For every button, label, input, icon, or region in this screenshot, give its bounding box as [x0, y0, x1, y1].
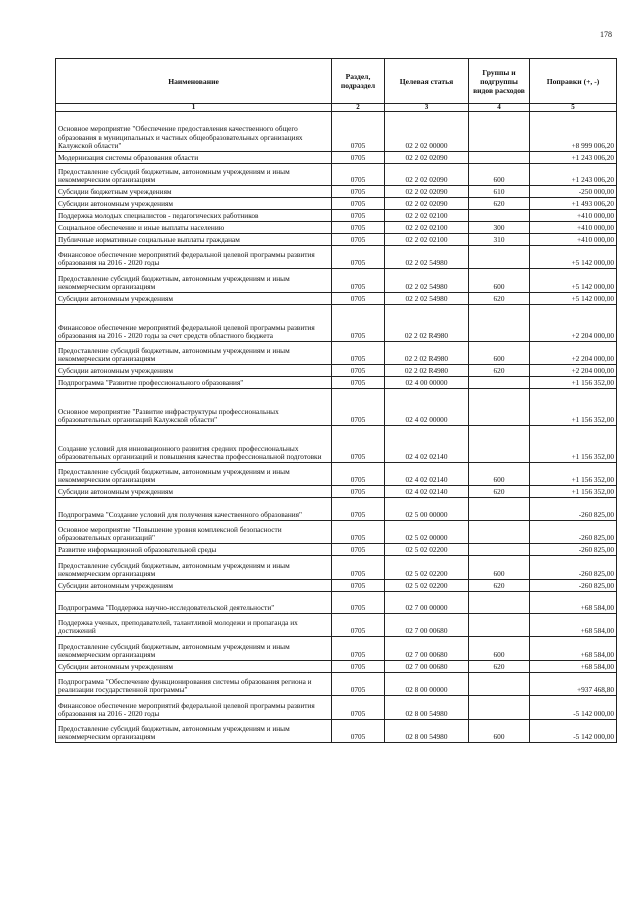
table-row [56, 112, 617, 152]
row-name: Субсидии автономным учреждениям [56, 661, 332, 673]
row-amount: +937 468,80 [530, 673, 617, 696]
row-amount: +68 584,00 [530, 592, 617, 614]
row-section: 0705 [332, 305, 385, 342]
table-row [56, 580, 617, 592]
row-target: 02 2 02 54980 [385, 269, 469, 293]
row-name: Развитие информационной образовательной среды [56, 544, 332, 556]
table-row [56, 234, 617, 246]
row-section: 0705 [332, 498, 385, 521]
row-name: Финансовое обеспечение мероприятий федеральной целевой программы развития образования на 2016 - 2020 годы [56, 246, 332, 269]
column-number: 5 [530, 104, 617, 112]
table-body [56, 112, 617, 743]
row-amount: +5 142 000,00 [530, 246, 617, 269]
row-amount: -5 142 000,00 [530, 696, 617, 720]
row-amount: +410 000,00 [530, 234, 617, 246]
row-section: 0705 [332, 342, 385, 365]
table-row [56, 426, 617, 463]
row-amount: +5 142 000,00 [530, 269, 617, 293]
row-amount: +2 204 000,00 [530, 365, 617, 377]
row-group: 620 [469, 293, 530, 305]
row-target: 02 2 02 02090 [385, 164, 469, 186]
row-name: Предоставление субсидий бюджетным, автономным учреждениям и иным некоммерческим организациям [56, 342, 332, 365]
table-row [56, 305, 617, 342]
page-number: 178 [600, 30, 612, 39]
row-amount: -5 142 000,00 [530, 720, 617, 743]
row-target: 02 8 00 54980 [385, 720, 469, 743]
row-name: Предоставление субсидий бюджетным, автономным учреждениям и иным некоммерческим организациям [56, 164, 332, 186]
row-group: 620 [469, 198, 530, 210]
row-amount: +8 999 006,20 [530, 112, 617, 152]
table-row [56, 152, 617, 164]
row-section: 0705 [332, 592, 385, 614]
row-name: Поддержка ученых, преподавателей, талантливой молодежи и пропаганда их достижений [56, 614, 332, 637]
row-target: 02 4 02 02140 [385, 486, 469, 498]
row-group: 600 [469, 164, 530, 186]
table-row [56, 720, 617, 743]
row-amount: -260 825,00 [530, 498, 617, 521]
table-row [56, 246, 617, 269]
row-section: 0705 [332, 720, 385, 743]
row-target: 02 2 02 02100 [385, 234, 469, 246]
row-amount: -260 825,00 [530, 544, 617, 556]
row-target: 02 4 02 02140 [385, 463, 469, 486]
row-section: 0705 [332, 365, 385, 377]
row-group [469, 673, 530, 696]
row-section: 0705 [332, 556, 385, 580]
column-number: 4 [469, 104, 530, 112]
row-name: Предоставление субсидий бюджетным, автономным учреждениям и иным некоммерческим организациям [56, 556, 332, 580]
column-number: 3 [385, 104, 469, 112]
row-target: 02 2 02 R4980 [385, 342, 469, 365]
row-amount: +1 156 352,00 [530, 486, 617, 498]
row-amount: +68 584,00 [530, 661, 617, 673]
row-name: Основное мероприятие "Повышение уровня комплексной безопасности образовательных организаций" [56, 521, 332, 544]
row-group [469, 210, 530, 222]
row-group [469, 696, 530, 720]
row-section: 0705 [332, 269, 385, 293]
column-number: 1 [56, 104, 332, 112]
table-row [56, 389, 617, 426]
row-group: 610 [469, 186, 530, 198]
row-section: 0705 [332, 696, 385, 720]
row-group [469, 426, 530, 463]
header-name: Наименование [56, 59, 332, 104]
row-section: 0705 [332, 486, 385, 498]
row-target: 02 2 02 02090 [385, 198, 469, 210]
row-group: 600 [469, 269, 530, 293]
row-amount: +1 156 352,00 [530, 426, 617, 463]
row-amount: -260 825,00 [530, 521, 617, 544]
row-name: Публичные нормативные социальные выплаты гражданам [56, 234, 332, 246]
row-group [469, 592, 530, 614]
row-target: 02 2 02 R4980 [385, 365, 469, 377]
row-group: 300 [469, 222, 530, 234]
row-name: Субсидии автономным учреждениям [56, 293, 332, 305]
row-group: 600 [469, 463, 530, 486]
header-target: Целевая статья [385, 59, 469, 104]
row-group: 600 [469, 556, 530, 580]
row-section: 0705 [332, 521, 385, 544]
table-row [56, 210, 617, 222]
row-target: 02 5 02 00000 [385, 521, 469, 544]
row-section: 0705 [332, 210, 385, 222]
table-row [56, 293, 617, 305]
row-target: 02 7 00 00680 [385, 614, 469, 637]
row-amount: +5 142 000,00 [530, 293, 617, 305]
row-group [469, 305, 530, 342]
row-group: 600 [469, 720, 530, 743]
row-section: 0705 [332, 661, 385, 673]
row-section: 0705 [332, 152, 385, 164]
row-section: 0705 [332, 463, 385, 486]
row-target: 02 2 02 02090 [385, 186, 469, 198]
row-section: 0705 [332, 234, 385, 246]
row-section: 0705 [332, 673, 385, 696]
table-row [56, 521, 617, 544]
row-section: 0705 [332, 389, 385, 426]
row-amount: +1 156 352,00 [530, 377, 617, 389]
row-group [469, 112, 530, 152]
table-row [56, 673, 617, 696]
row-name: Субсидии автономным учреждениям [56, 198, 332, 210]
row-section: 0705 [332, 164, 385, 186]
row-section: 0705 [332, 614, 385, 637]
row-group [469, 246, 530, 269]
row-name: Финансовое обеспечение мероприятий федеральной целевой программы развития образования на 2016 - 2020 годы [56, 696, 332, 720]
row-target: 02 7 00 00000 [385, 592, 469, 614]
row-section: 0705 [332, 580, 385, 592]
table-row [56, 463, 617, 486]
row-amount: -260 825,00 [530, 556, 617, 580]
row-target: 02 8 00 00000 [385, 673, 469, 696]
row-name: Субсидии автономным учреждениям [56, 580, 332, 592]
row-name: Субсидии автономным учреждениям [56, 486, 332, 498]
row-amount: +1 156 352,00 [530, 389, 617, 426]
row-target: 02 5 02 02200 [385, 544, 469, 556]
column-number-row [56, 104, 617, 112]
table-row [56, 486, 617, 498]
row-section: 0705 [332, 293, 385, 305]
table-row [56, 614, 617, 637]
row-amount: +410 000,00 [530, 210, 617, 222]
row-target: 02 4 02 00000 [385, 389, 469, 426]
row-group [469, 521, 530, 544]
row-section: 0705 [332, 426, 385, 463]
table-row [56, 198, 617, 210]
row-name: Подпрограмма "Развитие профессионального образования" [56, 377, 332, 389]
row-name: Подпрограмма "Обеспечение функционирования системы образования региона и реализации государственной программы" [56, 673, 332, 696]
row-target: 02 2 02 02100 [385, 222, 469, 234]
row-target: 02 8 00 54980 [385, 696, 469, 720]
row-name: Финансовое обеспечение мероприятий федеральной целевой программы развития образования на 2016 - 2020 годы за счет средств областного бюджета [56, 305, 332, 342]
table-row [56, 164, 617, 186]
row-name: Социальное обеспечение и иные выплаты населению [56, 222, 332, 234]
row-name: Предоставление субсидий бюджетным, автономным учреждениям и иным некоммерческим организациям [56, 720, 332, 743]
row-amount: +68 584,00 [530, 637, 617, 661]
table-row [56, 696, 617, 720]
row-group: 310 [469, 234, 530, 246]
row-section: 0705 [332, 377, 385, 389]
header-section: Раздел, подраздел [332, 59, 385, 104]
row-group: 620 [469, 486, 530, 498]
table-row [56, 544, 617, 556]
row-amount: +2 204 000,00 [530, 305, 617, 342]
row-name: Предоставление субсидий бюджетным, автономным учреждениям и иным некоммерческим организациям [56, 637, 332, 661]
row-target: 02 5 00 00000 [385, 498, 469, 521]
table-row [56, 377, 617, 389]
row-section: 0705 [332, 186, 385, 198]
row-amount: +1 493 006,20 [530, 198, 617, 210]
row-section: 0705 [332, 246, 385, 269]
row-name: Модернизация системы образования области [56, 152, 332, 164]
row-name: Субсидии автономным учреждениям [56, 365, 332, 377]
row-target: 02 2 02 00000 [385, 112, 469, 152]
row-section: 0705 [332, 637, 385, 661]
row-amount: +1 243 006,20 [530, 152, 617, 164]
row-name: Основное мероприятие "Обеспечение предоставления качественного общего образования в муниципальных и частных общеобразовательных организациях Калужской области" [56, 112, 332, 152]
row-target: 02 7 00 00680 [385, 661, 469, 673]
row-section: 0705 [332, 544, 385, 556]
row-group [469, 377, 530, 389]
row-group [469, 389, 530, 426]
row-name: Основное мероприятие "Развитие инфраструктуры профессиональных образовательных организаций Калужской области" [56, 389, 332, 426]
row-group: 620 [469, 580, 530, 592]
row-name: Поддержка молодых специалистов - педагогических работников [56, 210, 332, 222]
table-row [56, 637, 617, 661]
row-name: Субсидии бюджетным учреждениям [56, 186, 332, 198]
row-group [469, 544, 530, 556]
row-target: 02 2 02 R4980 [385, 305, 469, 342]
column-number: 2 [332, 104, 385, 112]
row-amount: -260 825,00 [530, 580, 617, 592]
table-row [56, 365, 617, 377]
table-row [56, 186, 617, 198]
row-section: 0705 [332, 222, 385, 234]
row-target: 02 4 00 00000 [385, 377, 469, 389]
row-group [469, 614, 530, 637]
row-target: 02 5 02 02200 [385, 556, 469, 580]
row-name: Создание условий для инновационного развития средних профессиональных образовательных организаций и повышения качества профессиональной подготовки [56, 426, 332, 463]
row-target: 02 2 02 02100 [385, 210, 469, 222]
row-group: 600 [469, 637, 530, 661]
row-amount: +68 584,00 [530, 614, 617, 637]
row-amount: +2 204 000,00 [530, 342, 617, 365]
row-group [469, 498, 530, 521]
row-amount: -250 000,00 [530, 186, 617, 198]
table-row [56, 269, 617, 293]
row-name: Предоставление субсидий бюджетным, автономным учреждениям и иным некоммерческим организациям [56, 269, 332, 293]
row-target: 02 2 02 54980 [385, 246, 469, 269]
row-target: 02 2 02 02090 [385, 152, 469, 164]
row-amount: +1 243 006,20 [530, 164, 617, 186]
row-section: 0705 [332, 198, 385, 210]
table-row [56, 342, 617, 365]
row-name: Подпрограмма "Поддержка научно-исследовательской деятельности" [56, 592, 332, 614]
header-groups: Группы и подгруппы видов расходов [469, 59, 530, 104]
header-amendments: Поправки (+, -) [530, 59, 617, 104]
row-name: Предоставление субсидий бюджетным, автономным учреждениям и иным некоммерческим организациям [56, 463, 332, 486]
table-row [56, 661, 617, 673]
budget-amendments-table [55, 58, 617, 743]
table-row [56, 592, 617, 614]
row-group: 600 [469, 342, 530, 365]
table-row [56, 498, 617, 521]
row-group: 620 [469, 661, 530, 673]
row-name: Подпрограмма "Создание условий для получения качественного образования" [56, 498, 332, 521]
row-target: 02 5 02 02200 [385, 580, 469, 592]
row-amount: +1 156 352,00 [530, 463, 617, 486]
row-section: 0705 [332, 112, 385, 152]
table-row [56, 556, 617, 580]
row-target: 02 4 02 02140 [385, 426, 469, 463]
row-amount: +410 000,00 [530, 222, 617, 234]
row-group [469, 152, 530, 164]
row-target: 02 2 02 54980 [385, 293, 469, 305]
row-group: 620 [469, 365, 530, 377]
row-target: 02 7 00 00680 [385, 637, 469, 661]
table-header-row [56, 59, 617, 104]
table-row [56, 222, 617, 234]
